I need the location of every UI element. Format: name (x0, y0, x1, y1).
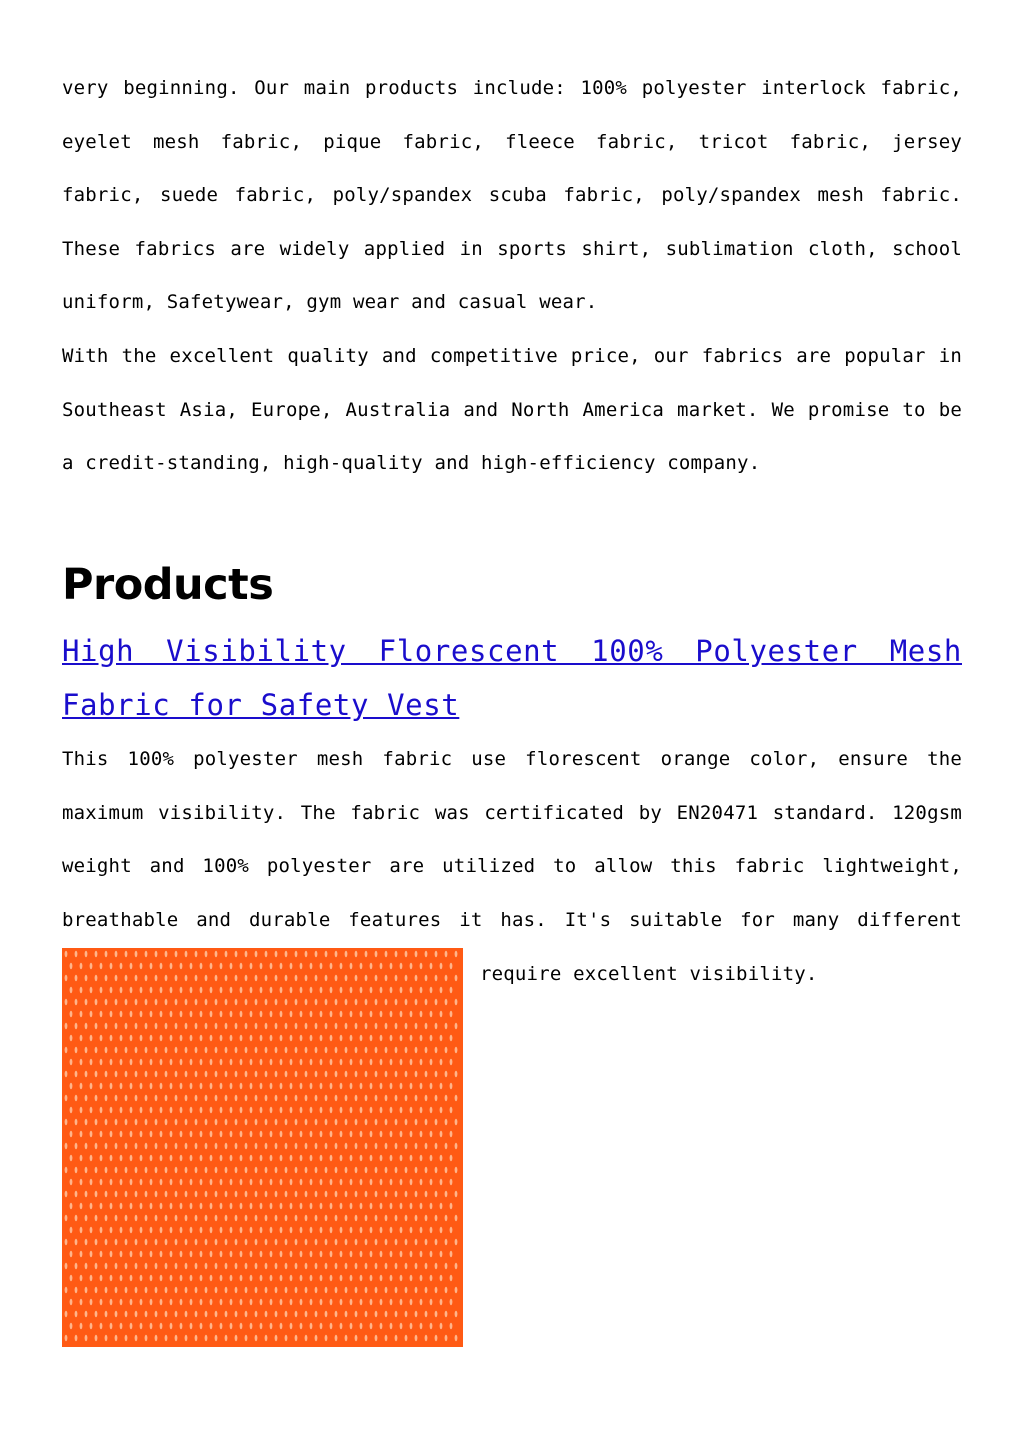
product-description-tail: require excellent visibility. (480, 963, 818, 985)
intro-paragraph-1: very beginning. Our main products include: 100% polyester interlock fabric, eyelet mesh fabric, pique fabric, fleece fabric, tricot fabric, jersey fabric, suede fabric, poly/spandex scuba fabric, poly/spandex mesh fabric. These fabrics are widely applied in sports shirt, sublimation cloth, school uniform, Safetywear, gym wear and casual wear. (62, 77, 962, 314)
document-page (62, 0, 962, 985)
intro-paragraph-2: With the excellent quality and competitive price, our fabrics are popular in Southeast Asia, Europe, Australia and North America market. We promise to be a credit-standing, high-quality and high-efficiency company. (62, 344, 962, 475)
product-description: This 100% polyester mesh fabric use florescent orange color, ensure the maximum visibility. The fabric was certificated by EN20471 standard. 120gsm weight and 100% polyester are utilized to allow this fabric lightweight, breathable and durable features it has. It's suitable for many different (62, 748, 962, 931)
products-heading: Products (62, 560, 274, 610)
fabric-background (62, 948, 463, 1347)
orange-mesh-fabric-image (62, 948, 463, 1347)
product-title-link[interactable]: High Visibility Florescent 100% Polyester Mesh Fabric for Safety Vest (62, 634, 962, 722)
